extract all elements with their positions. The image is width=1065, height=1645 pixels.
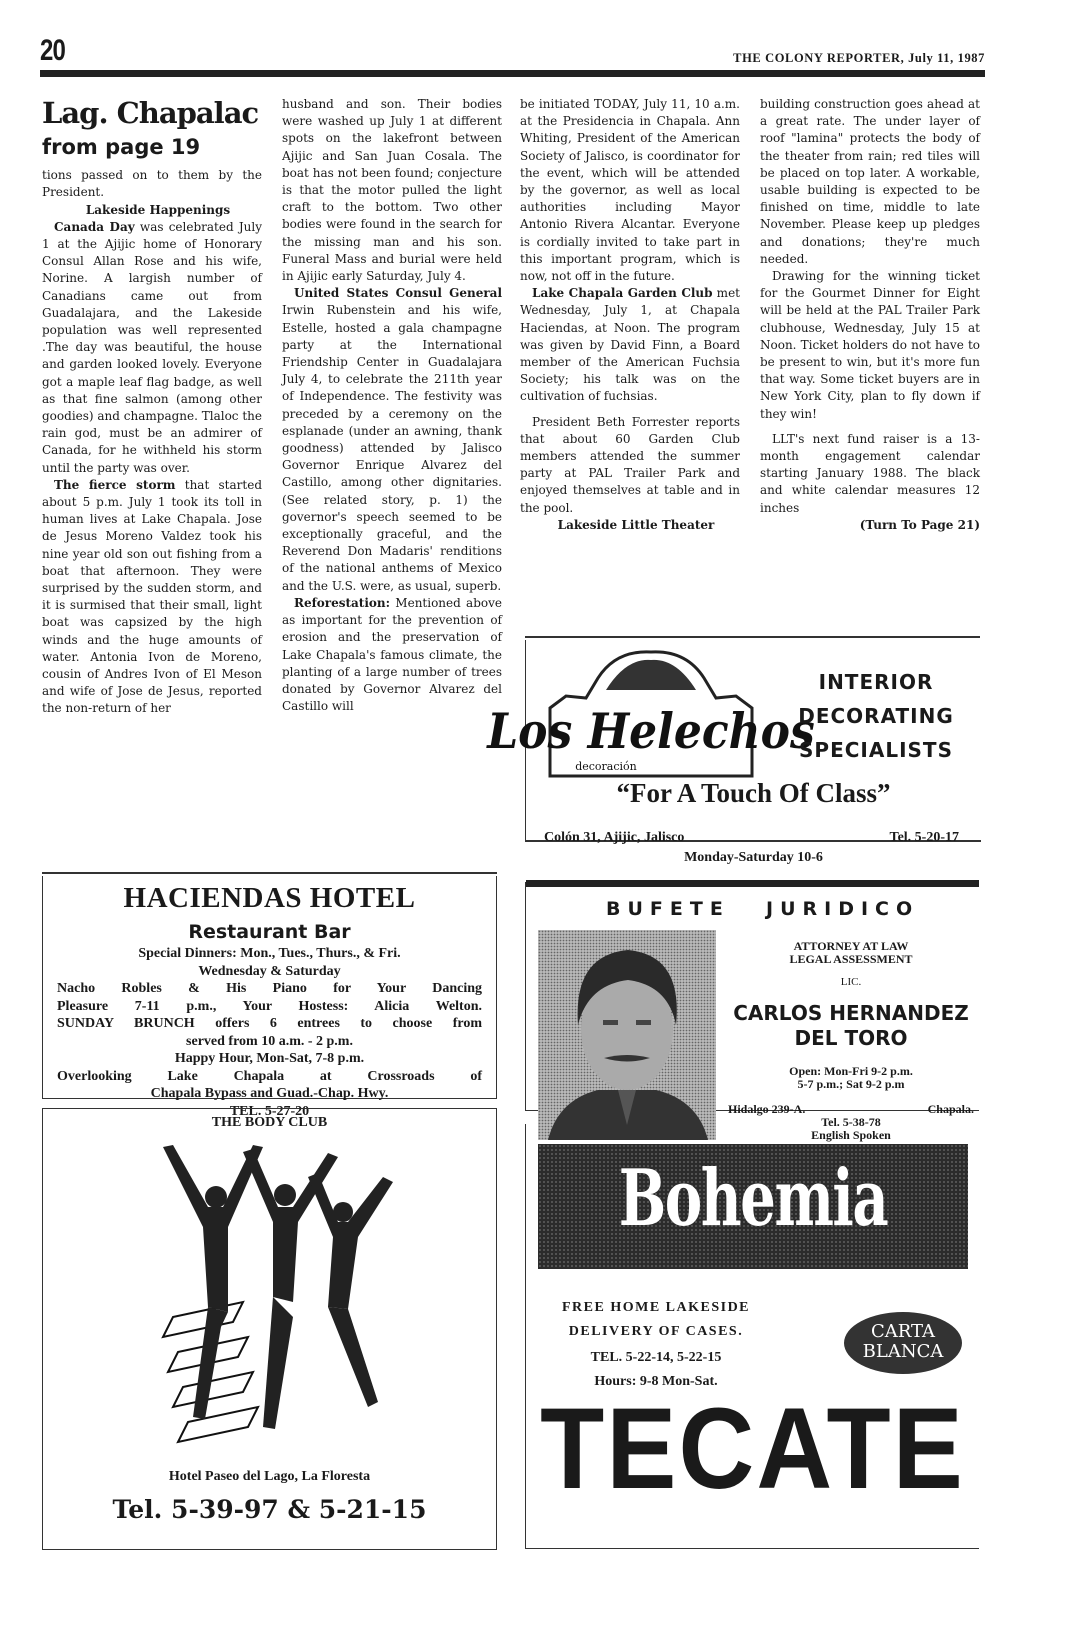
paragraph: be initiated TODAY, July 11, 10 a.m. at the Presidencia in Chapala. Ann Whiting, President of the American Society of Jalisco, is coordinator for the event, which will be attended by the governor, as well as local authorities including Mayor Antonio Rivera Alcantar. Everyone is cordially invited to take part in this important program, which is now, not off in the future.: [520, 97, 740, 284]
headline: Lag. Chapalac: [42, 96, 259, 130]
paragraph: tions passed on to them by the President.: [42, 168, 262, 200]
ad-slogan: “For A Touch Of Class”: [616, 778, 891, 808]
ad-line: Pleasure 7-11 p.m., Your Hostess: Alicia Welton.: [57, 998, 482, 1014]
ad-address: Hidalgo 239-A. Chapala.: [728, 1102, 974, 1116]
paragraph-text: that started about 5 p.m. July 1 took its toll in human lives at Lake Chapala. Jose de Jesus Moreno Valdez took his nine year old son out fishing from a boat that afternoon. They were surprised by the sudden storm, and it is surmised that their small, light boat was capsized by the high winds and the huge amounts of water. Antonia Ivon de Moreno, cousin of Andres Ivon of El Meson and wife of Jose de Jesus, reported the non-return of her: [42, 477, 262, 716]
ad-haciendas-hotel: [42, 876, 497, 1119]
ad-phone: TEL. 5-27-20: [229, 1103, 310, 1119]
svg-text:Los Helechos: Los Helechos: [487, 703, 815, 760]
lead-in: Lake Chapala Garden Club: [532, 286, 713, 301]
paragraph: LLT's next fund raiser is a 13-month engagement calendar starting January 1988. The black and white calendar measures 12 inches: [760, 431, 980, 515]
ad-hours: Hours: 9-8 Mon-Sat.: [594, 1374, 718, 1389]
section-heading: Lakeside Little Theater: [557, 517, 715, 532]
ad-line: LIC.: [840, 976, 862, 988]
article-column-4: [760, 96, 980, 534]
ad-line: English Spoken: [811, 1128, 891, 1142]
ad-title-word: BUFETE: [606, 898, 730, 920]
ad-title: THE BODY CLUB: [211, 1115, 328, 1130]
ad-line: SUNDAY BRUNCH offers 6 entrees to choose from: [57, 1016, 482, 1031]
ad-hours: Monday-Saturday 10-6: [684, 850, 823, 865]
ad-line: FREE HOME LAKESIDE: [561, 1300, 751, 1315]
ad-hours: 5-7 p.m.; Sat 9-2 p.m: [797, 1077, 905, 1091]
service-line: SPECIALISTS: [799, 738, 953, 762]
ad-line: DELIVERY OF CASES.: [568, 1324, 744, 1339]
carta-blanca-logo: CARTA BLANCA: [844, 1312, 962, 1374]
ad-line: Nacho Robles & His Piano for Your Dancing: [57, 981, 482, 996]
paragraph: building construction goes ahead at a great rate. The under layer of roof "lamina" protects the body of the theater from rain; red tiles will be placed on top later. A workable, usable building is expected to be finished on time, middle to late November. Please keep up pledges and donations; they're much needed.: [760, 97, 980, 266]
page-number: 20: [40, 34, 66, 67]
masthead: THE COLONY REPORTER, July 11, 1987: [733, 51, 985, 65]
los-helechos-logo: [487, 648, 815, 780]
ad-rule: [526, 880, 979, 887]
paragraph: [42, 219, 262, 477]
dancers-illustration: [133, 1137, 403, 1457]
article-column-1: [42, 96, 262, 718]
ad-line: Chapala Bypass and Guad.-Chap. Hwy.: [150, 1086, 389, 1101]
jump-line: (Turn To Page 21): [859, 517, 980, 532]
ad-line: Happy Hour, Mon-Sat, 7-8 p.m.: [174, 1051, 365, 1066]
paragraph-text: was celebrated July 1 at the Ajijic home of Honorary Consul Allan Rose and his wife, Norine. A largish number of Canadians came out from Guadalajara, and the Lakeside population was well represented .The day was beautiful, the house and garden looked lovely. Everyone got a maple leaf flag badge, as well as that fine salmon (among other goodies) and champagne. Tlaloc the rain god, must be an admirer of Canada, for he withheld his storm until the party was over.: [42, 219, 263, 475]
paragraph: [42, 477, 262, 718]
ad-phone: Tel. 5-38-78: [821, 1115, 881, 1129]
ad-bufete-juridico: [525, 882, 979, 1142]
ad-rule: [525, 636, 980, 638]
ad-phone: TEL. 5-22-14, 5-22-15: [590, 1350, 722, 1365]
paragraph: husband and son. Their bodies were washed up July 1 at different spots on the lakefront between Ajijic and San Juan Cosala. The boat has not been found; conjecture is that the motor pulled the light craft to the bottom. Two other bodies were found in the search for the missing man and his son. Funeral Mass and burial were held in Ajijic early Saturday, July 4.: [282, 97, 502, 284]
paragraph: [282, 595, 502, 715]
ad-line: served from 10 a.m. - 2 p.m.: [186, 1033, 353, 1049]
tecate-logo: TECATE: [540, 1384, 965, 1514]
article-column-3: [520, 96, 740, 534]
service-line: INTERIOR: [818, 670, 934, 694]
ad-services: [776, 665, 976, 767]
ad-hours: Open: Mon-Fri 9-2 p.m.: [789, 1064, 913, 1078]
ad-subtitle: Restaurant Bar: [188, 921, 351, 943]
ad-details: [726, 940, 976, 1142]
ad-line: LEGAL ASSESSMENT: [789, 952, 913, 966]
paragraph: Drawing for the winning ticket for the Gourmet Dinner for Eight will be held at the PAL Trailer Park clubhouse, Wednesday, July 15 at Noon. Ticket holders do not have to be present to win, but it's more fun that way. Some ticket buyers are in New York City, plan to fly down if they win!: [760, 269, 980, 421]
section-heading: Lakeside Happenings: [85, 202, 231, 217]
ad-bohemia-beer: [525, 1124, 979, 1549]
ad-address: Hotel Paseo del Lago, La Floresta: [168, 1469, 371, 1484]
lead-in: The fierce storm: [54, 477, 176, 492]
service-line: DECORATING: [798, 704, 954, 728]
header-rule: [40, 70, 985, 77]
bohemia-banner: [538, 1144, 968, 1269]
paragraph-text: Mentioned above as important for the prevention of erosion and the preservation of Lake Chapala's famous climate, the planting of a large number of trees donated by Governor Alvarez del Castillo will: [282, 595, 502, 714]
ad-title-word: JURIDICO: [766, 898, 920, 920]
ad-phone: Tel. 5-39-97 & 5-21-15: [112, 1495, 427, 1524]
paragraph: [282, 285, 502, 595]
ad-address: Colón 31, Ajijic, Jalisco: [544, 830, 685, 845]
paragraph-text: Irwin Rubenstein and his wife, Estelle, hosted a gala champagne party at the International Friendship Center in Guadalajara July 4, to celebrate the 211th year of Independence. The festivity was preceded by a ceremony on the esplanade (under an awning, thank goodness) attended by Jalisco Governor Enrique Alvarez del Castillo, among other dignitaries. (See related story, p. 1) the governor's speech seemed to be exceptionally graceful, and the Reverend Don Madaris' renditions of the national anthems of Mexico and the U.S. were, as usual, superb.: [282, 303, 502, 593]
ad-line: Special Dinners: Mon., Tues., Thurs., & Fri.: [138, 946, 401, 961]
ad-los-helechos: [487, 640, 981, 865]
ad-title: HACIENDAS HOTEL: [123, 882, 416, 914]
lawyer-name: CARLOS HERNANDEZ DEL TORO: [733, 1001, 969, 1050]
ad-line: Overlooking Lake Chapala at Crossroads of: [57, 1068, 482, 1084]
ad-line: ATTORNEY AT LAW: [793, 939, 909, 953]
paragraph-text: met Wednesday, July 1, at Chapala Haciendas, at Noon. The program was given by David Finn, a Board member of the American Fuchsia Society; his talk was on the cultivation of fuchsias.: [520, 286, 740, 404]
svg-text:decoración: decoración: [575, 760, 637, 773]
lead-in: Canada Day: [54, 219, 135, 234]
paragraph: [520, 285, 740, 405]
ad-body-club: [42, 1108, 497, 1550]
subheadline: from page 19: [42, 134, 201, 159]
paragraph: President Beth Forrester reports that about 60 Garden Club members attended the summer party at PAL Trailer Park and enjoyed themselves at table and in the pool.: [520, 414, 740, 515]
ad-rule: [42, 872, 497, 874]
brand-name: Bohemia: [618, 1153, 888, 1244]
ad-phone: Tel. 5-20-17: [889, 830, 959, 845]
lawyer-portrait-photo: [538, 930, 716, 1140]
ad-line: Wednesday & Saturday: [198, 963, 341, 979]
article-column-2: [282, 96, 502, 715]
lead-in: Reforestation:: [294, 595, 391, 610]
lead-in: United States Consul General: [294, 286, 502, 301]
